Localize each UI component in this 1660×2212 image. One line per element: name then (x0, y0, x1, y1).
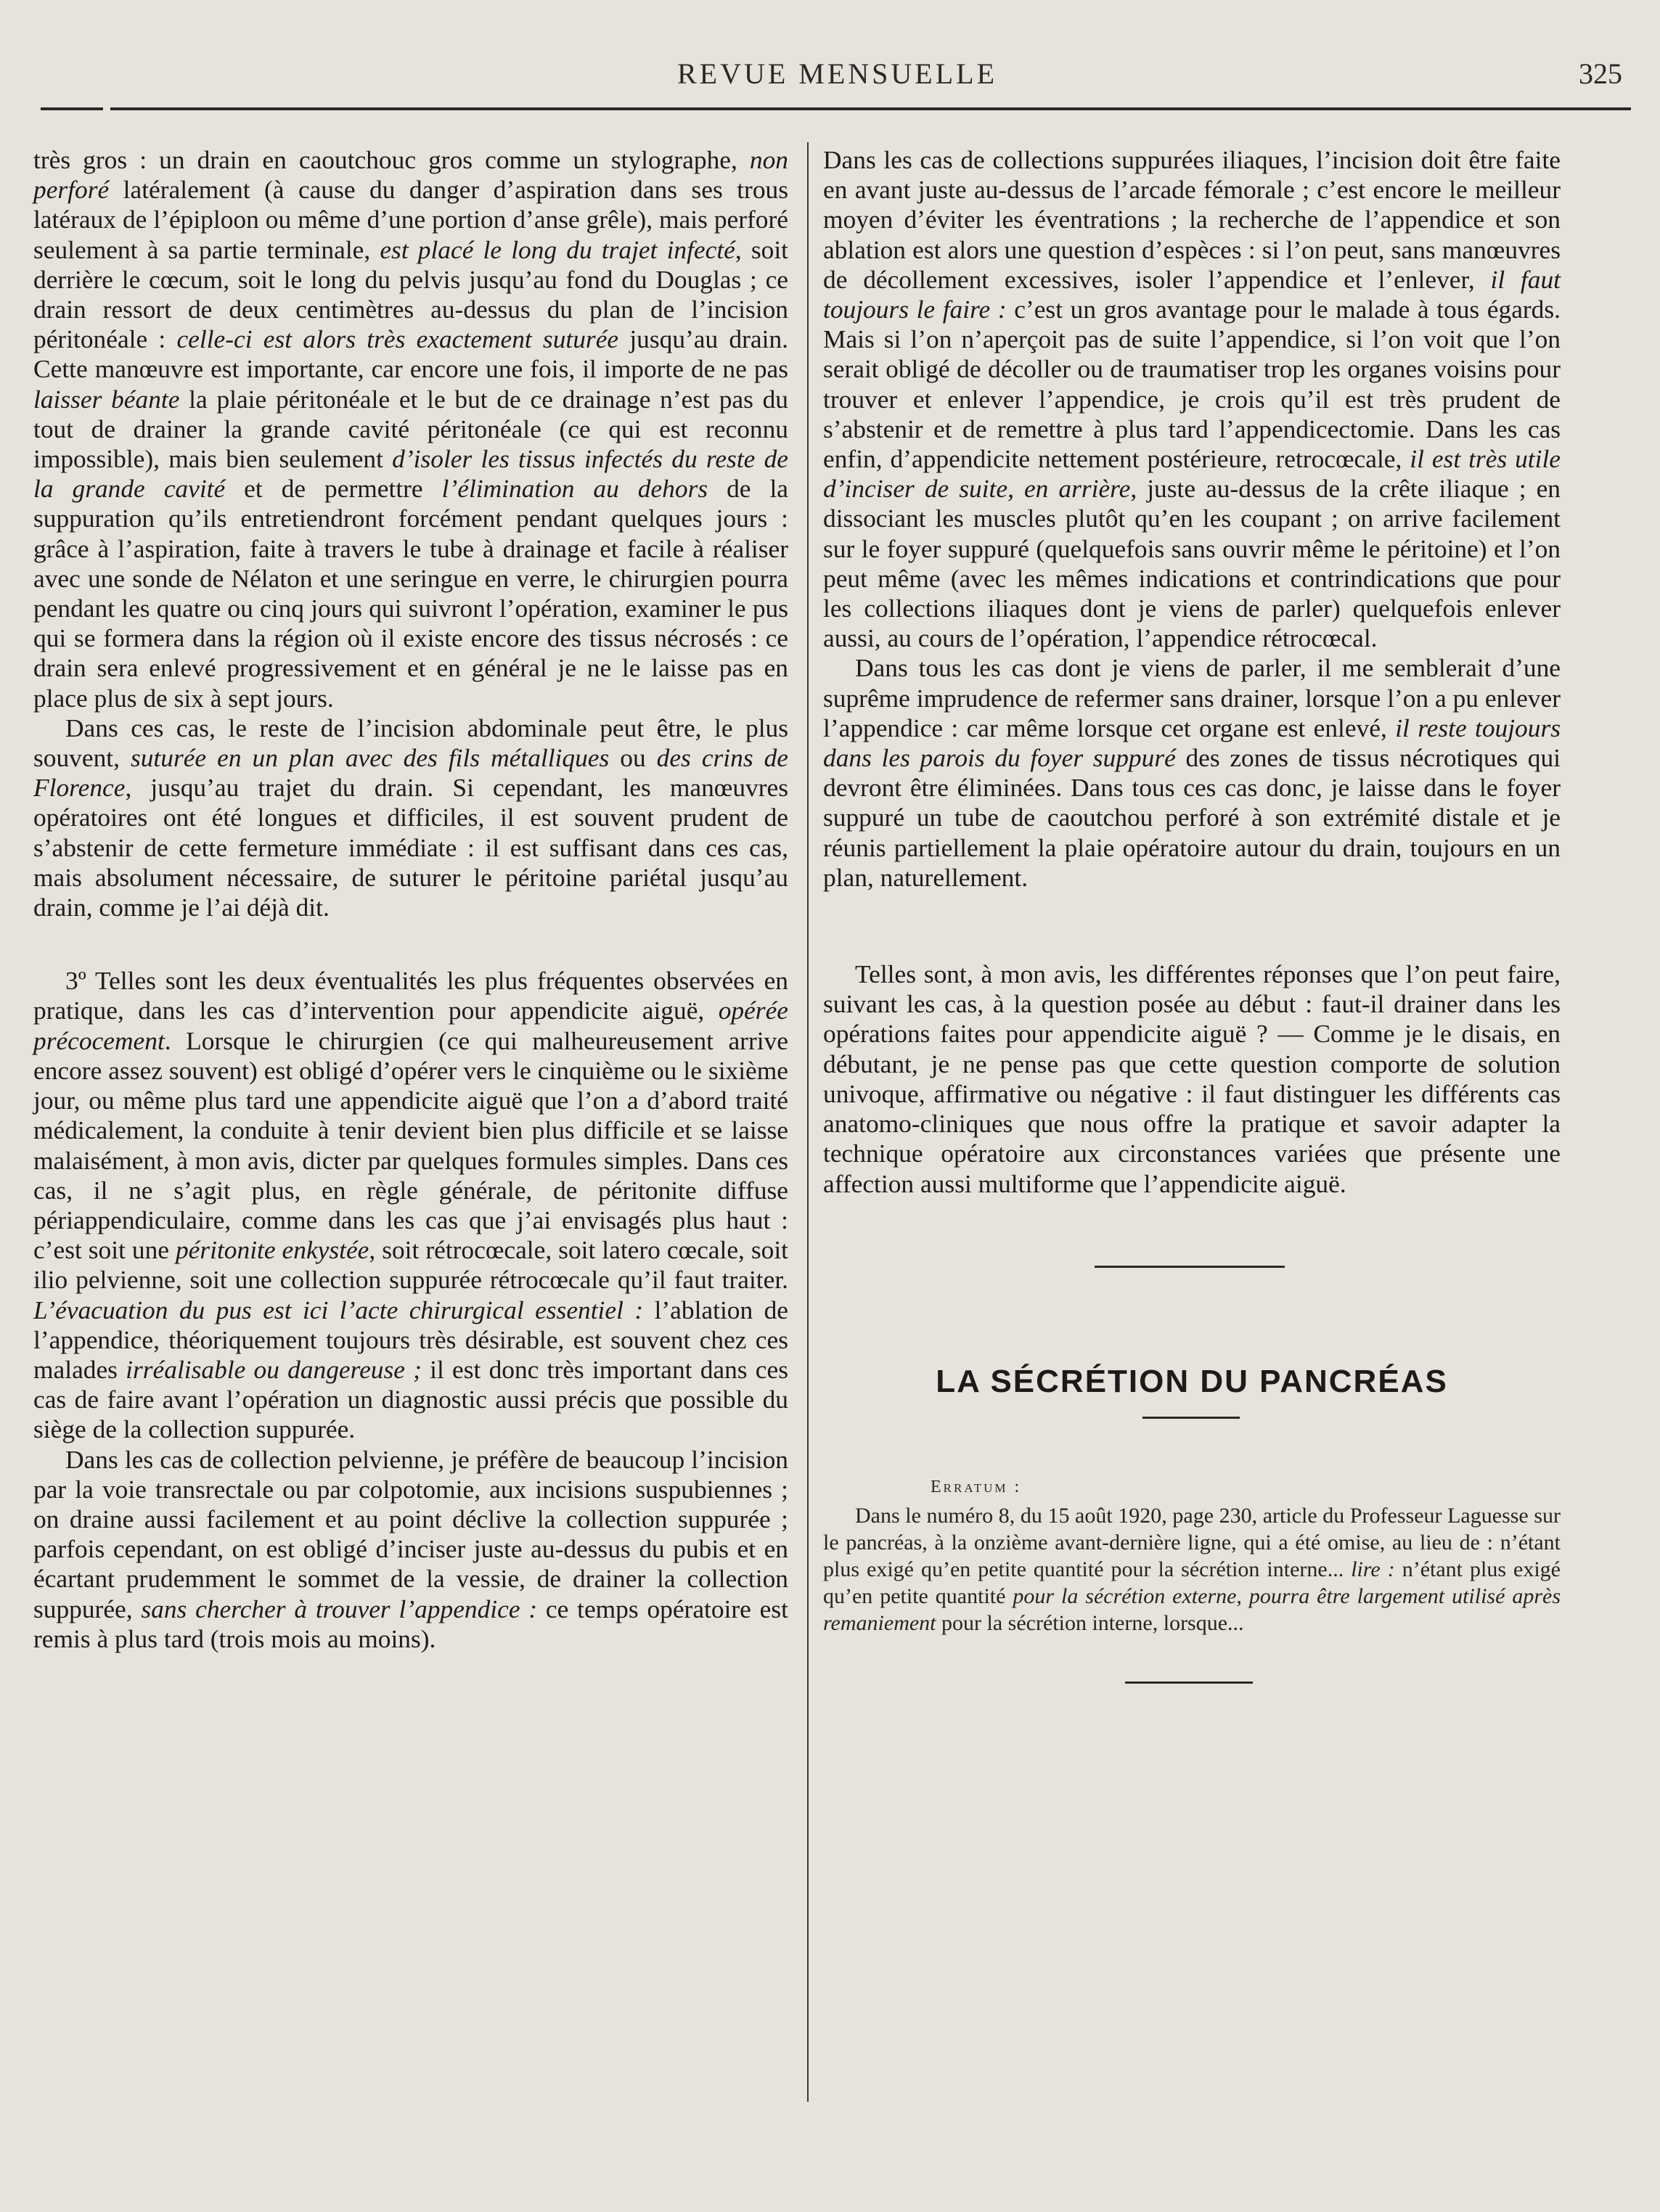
erratum-label: Erratum : (931, 1477, 1022, 1496)
end-divider (1125, 1681, 1253, 1684)
header-rule-long (110, 107, 1631, 110)
section-divider (1095, 1266, 1285, 1268)
column-divider (807, 142, 809, 2102)
right-paragraph-conclusion: Telles sont, à mon avis, les différentes réponses que l’on peut faire, suivant les cas, à la question posée au début : faut-il drainer dans les opérations faites pour appendicite aiguë ? — Comme je le disais, en débutant, je ne pense pas que cette question comporte de solution univoque, affirmative ou négative : il faut distinguer les différents cas anatomo-cliniques que nous offre la pratique et savoir adapter la technique opératoire aux circonstances variées que présente une affection aussi multiforme que l’appendicite aiguë. (823, 959, 1561, 1198)
header-rule-short (41, 107, 103, 110)
left-paragraph-2: Dans ces cas, le reste de l’incision abdominale peut être, le plus souvent, suturée en un plan avec des fils métalliques ou des crins de Florence, jusqu’au trajet du drain. Si cependant, les manœuvres opératoires ont été longues et difficiles, il est souvent prudent de s’abstenir de cette fermeture immédiate : il est suffisant dans ces cas, mais absolument nécessaire, de suturer le péritoine pariétal jusqu’au drain, comme je l’ai déjà dit. (33, 713, 789, 922)
right-paragraph-2: Dans tous les cas dont je viens de parler, il me semblerait d’une suprême imprudence de refermer sans drainer, lorsque l’on a pu enlever l’appendice : car même lorsque cet organe est enlevé, il reste toujours dans les parois du foyer suppuré des zones de tissus nécrotiques qui devront être éliminées. Dans tous ces cas donc, je laisse dans le foyer suppuré un tube de caoutchou perforé à son extrémité distale et je réunis partiellement la plaie opératoire autour du drain, toujours en un plan, naturellement. (823, 653, 1561, 892)
left-column (33, 145, 788, 1654)
page-header (44, 52, 1631, 103)
title-underline (1142, 1417, 1240, 1419)
section-title: LA SÉCRÉTION DU PANCRÉAS (936, 1363, 1448, 1399)
left-paragraph-1: très gros : un drain en caoutchouc gros comme un stylographe, non perforé latéralement (à cause du danger d’aspiration dans ses trous latéraux de l’épiploon ou même d’une portion d’anse grêle), mais perforé seulement à sa partie terminale, est placé le long du trajet infecté, soit derrière le cœcum, soit le long du pelvis jusqu’au fond du Douglas ; ce drain ressort de deux centimètres au-dessus du plan de l’incision péritonéale : celle-ci est alors très exactement suturée jusqu’au drain. Cette manœuvre est importante, car encore une fois, il importe de ne pas laisser béante la plaie péritonéale et le but de ce drainage n’est pas du tout de drainer la grande cavité péritonéale (ce qui est reconnu impossible), mais bien seulement d’isoler les tissus infectés du reste de la grande cavité et de permettre l’élimination au dehors de la suppuration qu’ils entretiendront forcément pendant quelques jours : grâce à l’aspiration, faite à travers le tube à drainage et facile à réaliser avec une sonde de Nélaton et une seringue en verre, le chirurgien pourra pendant les quatre ou cinq jours qui suivront l’opération, examiner le pus qui se formera dans la région où il existe encore des tissus nécrosés : ce drain sera enlevé progressivement et en général je ne le laisse pas en place plus de six à sept jours. (33, 145, 789, 713)
erratum-text: Dans le numéro 8, du 15 août 1920, page 230, article du Professeur Laguesse sur le pancréas, à la onzième avant-dernière ligne, qui a été omise, au lieu de : n’étant plus exigé qu’en petite quantité pour la sécrétion interne... lire : n’étant plus exigé qu’en petite quantité pour la sécrétion externe, pourra être largement utilisé après remaniement pour la sécrétion interne, lorsque... (823, 1504, 1561, 1636)
running-title: REVUE MENSUELLE (676, 57, 998, 90)
left-paragraph-3: 3º Telles sont les deux éventualités les plus fréquentes observées en pratique, dans les cas d’intervention pour appendicite aiguë, opérée précocement. Lorsque le chirurgien (ce qui malheureusement arrive encore assez souvent) est obligé d’opérer vers le cinquième ou le sixième jour, ou même plus tard une appendicite aiguë que l’on a d’abord traité médicalement, la conduite à tenir devient bien plus difficile et se laisse malaisément, à mon avis, dicter par quelques formules simples. Dans ces cas, il ne s’agit plus, en règle générale, de péritonite diffuse périappendiculaire, comme dans les cas que j’ai envisagés plus haut : c’est soit une péritonite enkystée, soit rétrocœcale, soit latero cœcale, soit ilio pelvienne, soit une collection suppurée rétrocœcale qu’il faut traiter. L’évacuation du pus est ici l’acte chirurgical essentiel : l’ablation de l’appendice, théoriquement toujours très désirable, est souvent chez ces malades irréalisable ou dangereuse ; il est donc très important dans ces cas de faire avant l’opération un diagnostic aussi précis que possible du siège de la collection suppurée. (33, 966, 788, 1444)
right-column (823, 145, 1561, 1684)
right-paragraph-1: Dans les cas de collections suppurées iliaques, l’incision doit être faite en avant juste au-dessus de l’arcade fémorale ; c’est encore le meilleur moyen d’éviter les éventrations ; la recherche de l’appendice et son ablation est alors une question d’espèces : si l’on peut, sans manœuvres de décollement excessives, isoler l’appendice et l’enlever, il faut toujours le faire : c’est un gros avantage pour le malade à tous égards. Mais si l’on n’aperçoit pas de suite l’appendice, si l’on voit que l’on serait obligé de décoller ou de traumatiser trop les organes voisins pour trouver et enlever l’appendice, je crois qu’il est très prudent de s’abstenir et de remettre à plus tard l’appendicectomie. Dans les cas enfin, d’appendicite nettement postérieure, retrocœcale, il est très utile d’inciser de suite, en arrière, juste au-dessus de la crête iliaque ; en dissociant les muscles plutôt qu’en les coupant ; on arrive facilement sur le foyer suppuré (quelquefois sans ouvrir même le péritoine) et l’on peut même (avec les mêmes indications et contrindications que pour les collections iliaques dont je viens de parler) quelquefois enlever aussi, au cours de l’opération, l’appendice rétrocœcal. (823, 145, 1561, 653)
page-number: 325 (1579, 57, 1622, 90)
left-paragraph-4: Dans les cas de collection pelvienne, je préfère de beaucoup l’incision par la voie transrectale ou par colpotomie, aux incisions suspubiennes ; on draine aussi facilement et au point déclive la collection suppurée ; parfois cependant, on est obligé d’inciser juste au-dessus du pubis et en écartant prudemment le sommet de la vessie, de drainer la collection suppurée, sans chercher à trouver l’appendice : ce temps opératoire est remis à plus tard (trois mois au moins). (33, 1444, 788, 1653)
